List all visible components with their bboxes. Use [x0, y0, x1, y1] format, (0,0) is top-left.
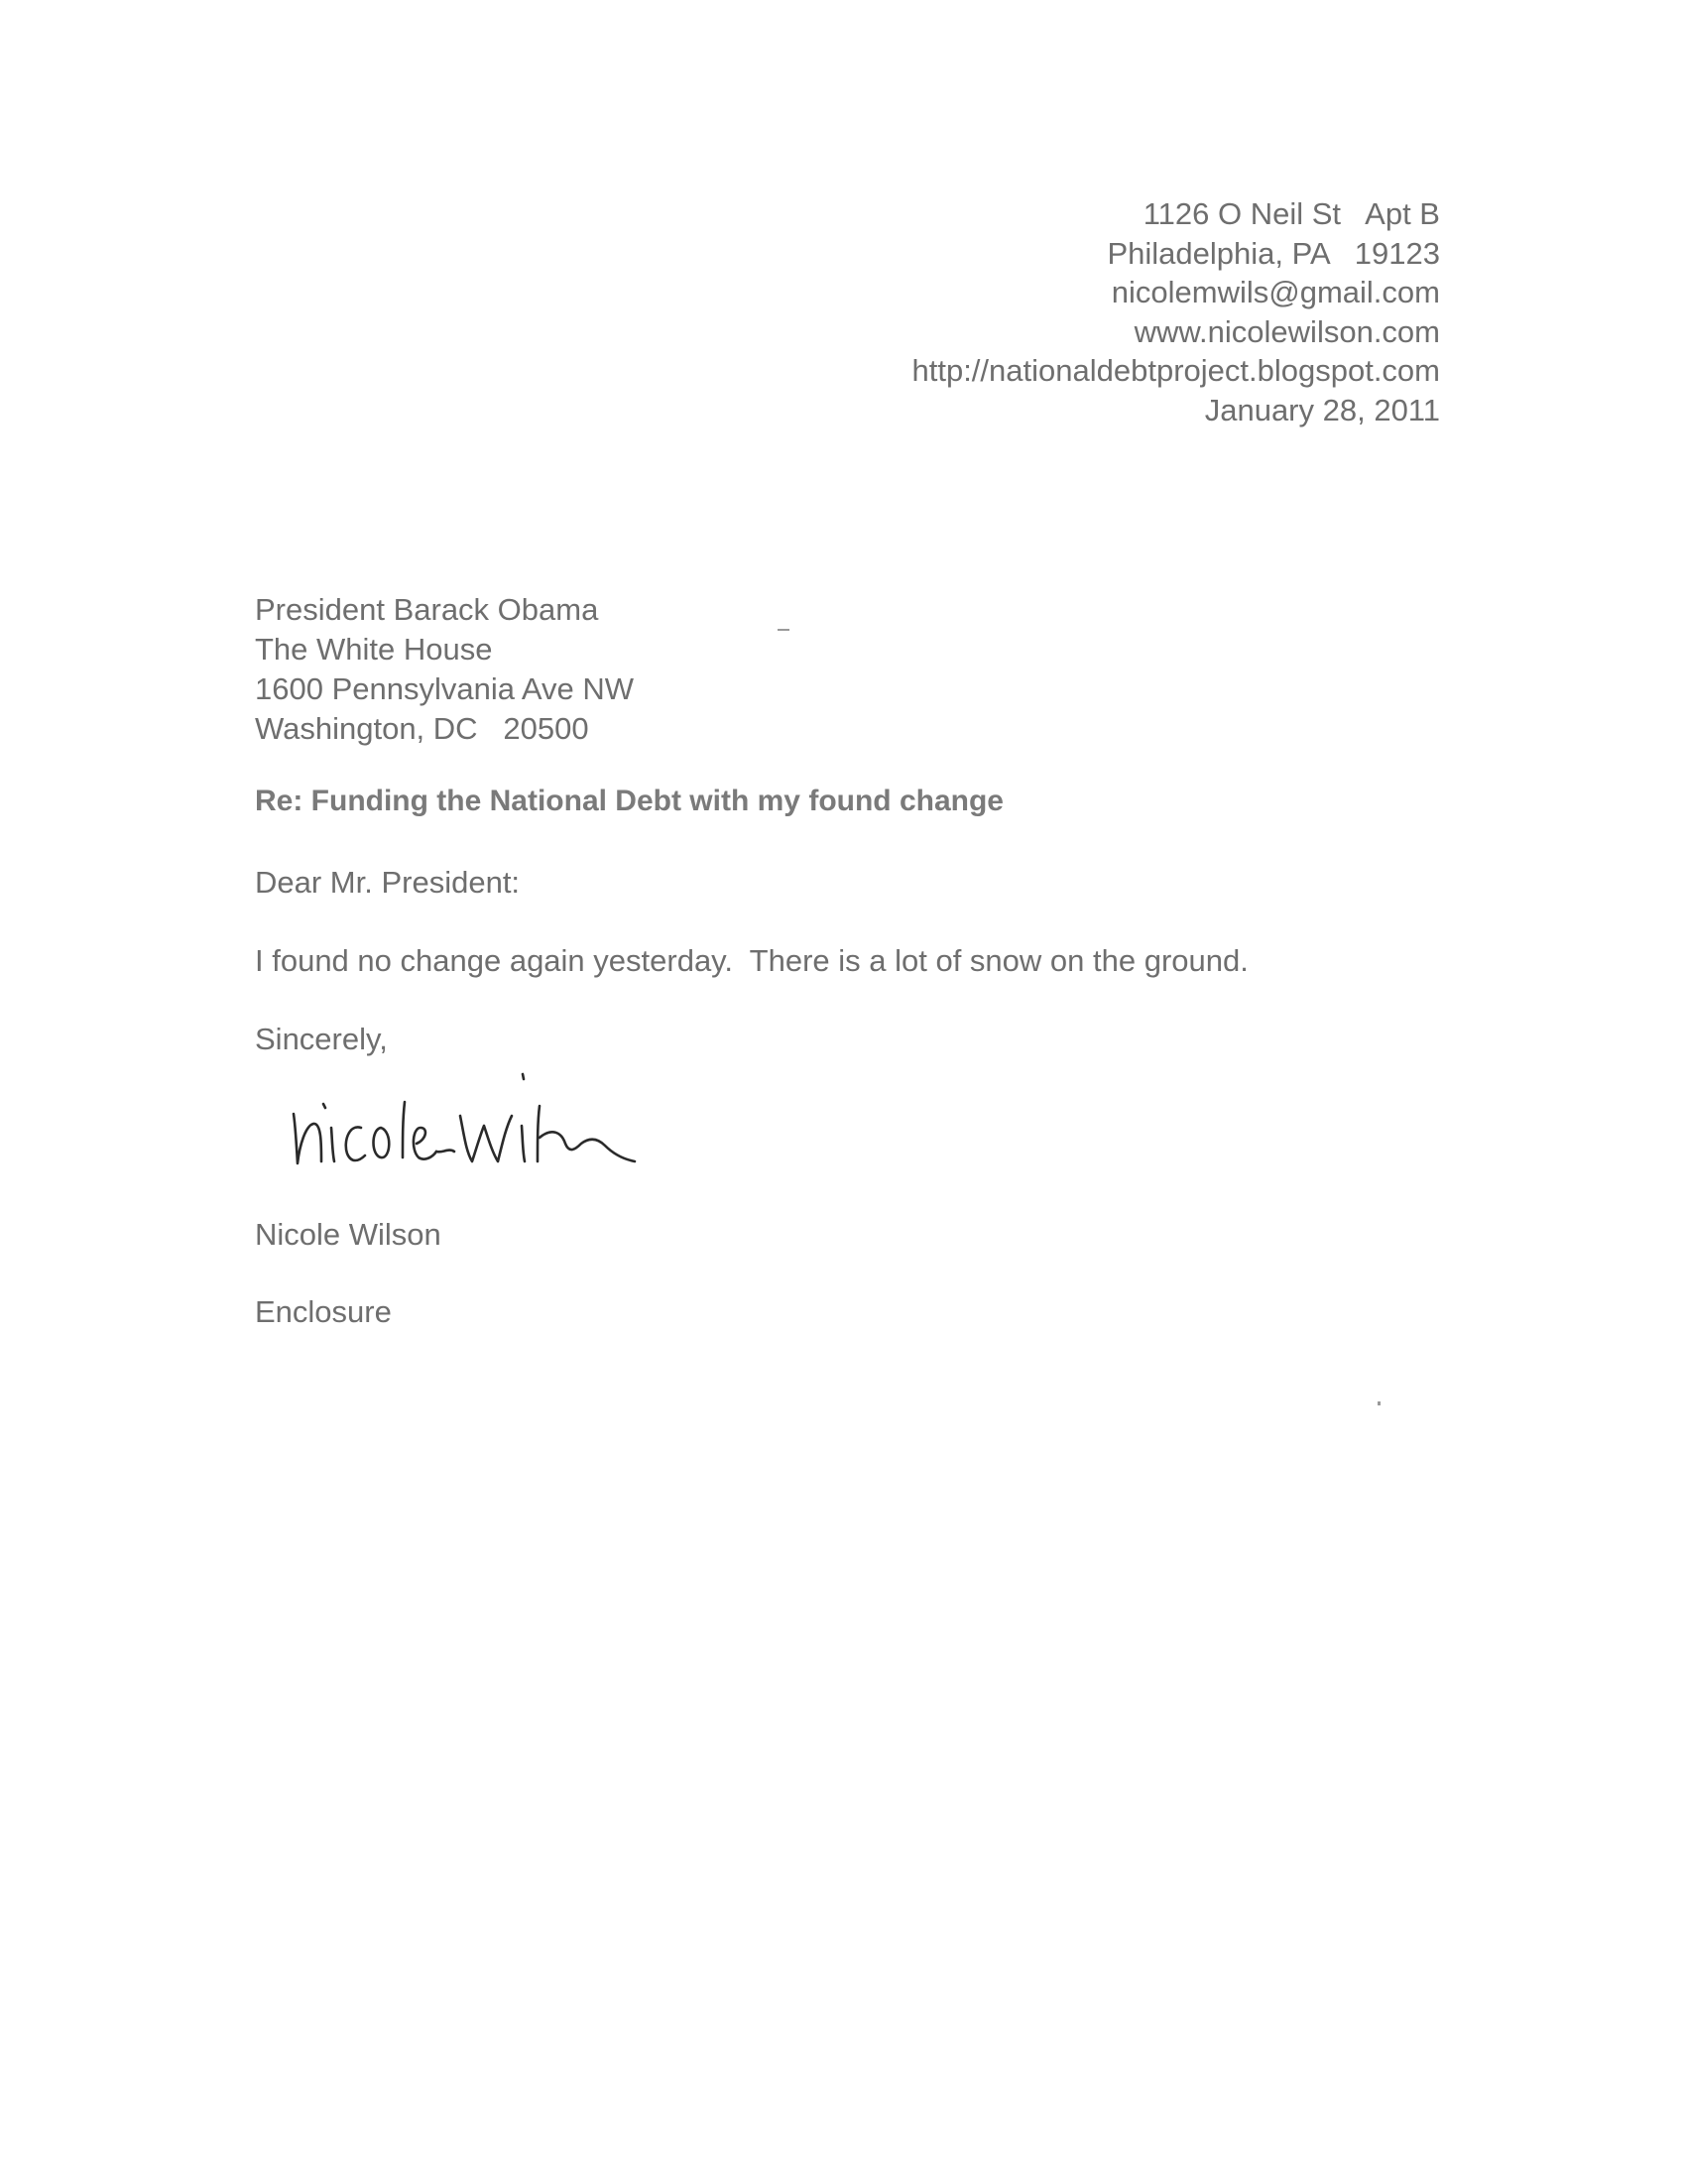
enclosure-note: Enclosure [255, 1294, 392, 1329]
recipient-organization: The White House [255, 632, 493, 667]
recipient-block [255, 590, 634, 749]
scan-speck [1378, 1401, 1381, 1405]
recipient-street: 1600 Pennsylvania Ave NW [255, 671, 634, 706]
letter-date: January 28, 2011 [1204, 392, 1440, 427]
salutation: Dear Mr. President: [255, 865, 521, 900]
handwritten-signature [278, 1066, 754, 1195]
letter-body: I found no change again yesterday. There is a lot of snow on the ground. [255, 943, 1249, 978]
sender-block [911, 194, 1440, 429]
sender-address-line2: Philadelphia, PA 19123 [1107, 235, 1440, 271]
sender-blog: http://nationaldebtproject.blogspot.com [911, 353, 1440, 388]
recipient-city-line: Washington, DC 20500 [255, 711, 589, 746]
sender-address-line1: 1126 O Neil St Apt B [1143, 196, 1440, 231]
closing: Sincerely, [255, 1022, 388, 1056]
subject-line: Re: Funding the National Debt with my found change [255, 785, 1004, 817]
signer-name: Nicole Wilson [255, 1217, 441, 1252]
sender-email: nicolemwils@gmail.com [1111, 275, 1440, 309]
recipient-name: President Barack Obama [255, 592, 599, 627]
sender-website: www.nicolewilson.com [1134, 313, 1440, 349]
scan-speck [778, 629, 789, 631]
